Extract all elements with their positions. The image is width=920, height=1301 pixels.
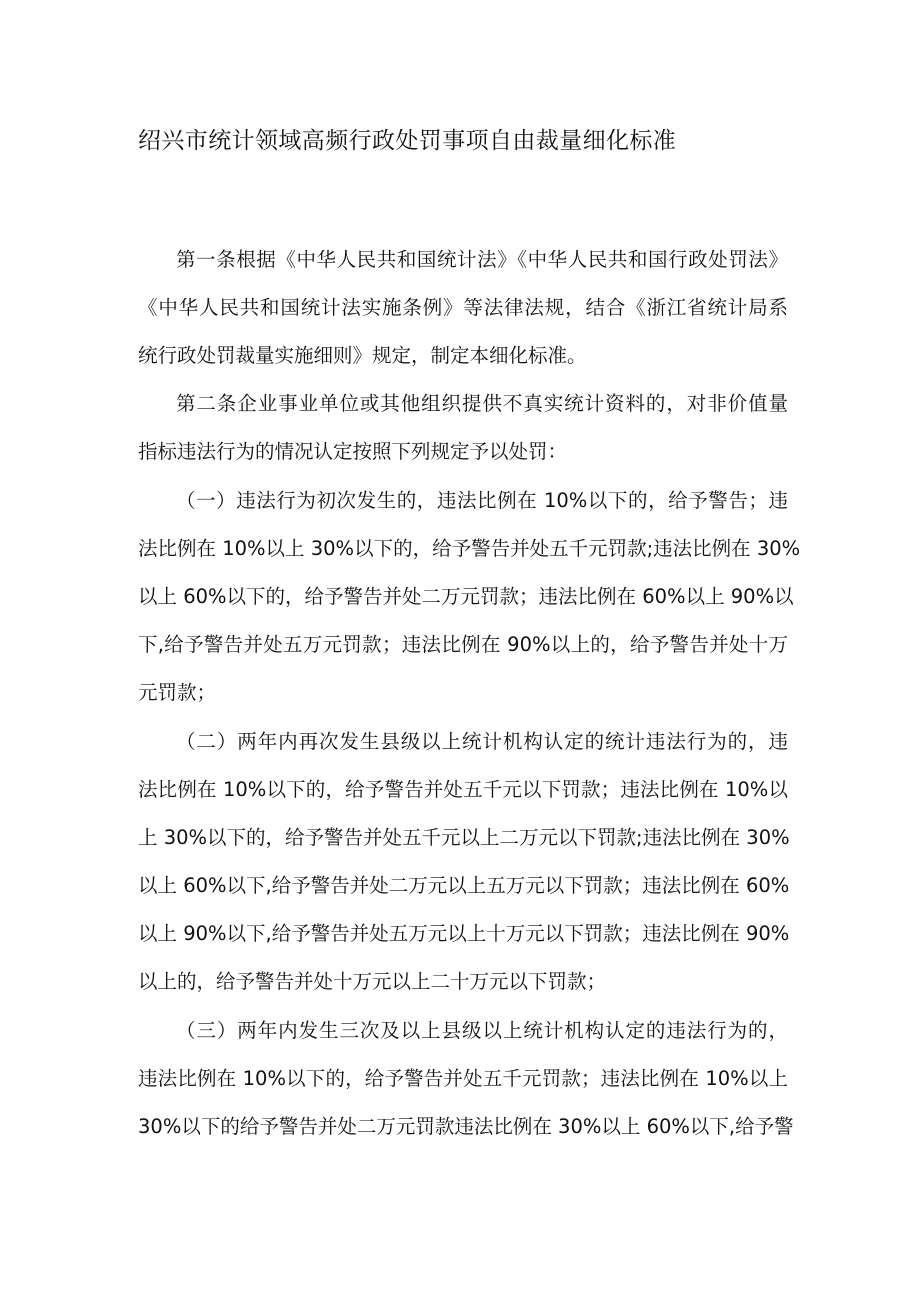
item-3-line-2: 违法比例在 10%以下的，给予警告并处五千元罚款；违法比例在 10%以上 <box>138 1067 788 1090</box>
item-3-line-3: 30%以下的给予警告并处二万元罚款违法比例在 30%以上 60%以下,给予警 <box>138 1115 794 1138</box>
item-1-line-2: 法比例在 10%以上 30%以下的，给予警告并处五千元罚款;违法比例在 30% <box>138 537 801 560</box>
item-2-line-5: 以上 90%以下,给予警告并处五万元以上十万元以下罚款；违法比例在 90% <box>138 922 790 945</box>
article-1-line-3: 统行政处罚裁量实施细则》规定，制定本细化标准。 <box>138 344 587 367</box>
item-1-line-5: 元罚款； <box>138 681 217 704</box>
item-1-line-3: 以上 60%以下的，给予警告并处二万元罚款；违法比例在 60%以上 90%以 <box>138 585 794 608</box>
item-2-line-1: （二）两年内再次发生县级以上统计机构认定的统计违法行为的，违 <box>176 730 788 753</box>
item-2-line-6: 以上的，给予警告并处十万元以上二十万元以下罚款； <box>138 970 607 993</box>
item-2-line-3: 上 30%以下的，给予警告并处五千元以上二万元以下罚款;违法比例在 30% <box>138 826 790 849</box>
item-1-line-4: 下,给予警告并处五万元罚款；违法比例在 90%以上的，给予警告并处十万 <box>138 633 788 656</box>
item-2-line-2: 法比例在 10%以下的，给予警告并处五千元以下罚款；违法比例在 10%以 <box>138 778 788 801</box>
item-2-line-4: 以上 60%以下,给予警告并处二万元以上五万元以下罚款；违法比例在 60% <box>138 874 790 897</box>
article-1-line-2: 《中华人民共和国统计法实施条例》等法律法规，结合《浙江省统计局系 <box>138 296 788 319</box>
document-title: 绍兴市统计领域高频行政处罚事项自由裁量细化标准 <box>138 128 677 154</box>
item-1-line-1: （一）违法行为初次发生的，违法比例在 10%以下的，给予警告；违 <box>176 489 788 512</box>
article-1-line-1: 第一条根据《中华人民共和国统计法》《中华人民共和国行政处罚法》 <box>176 248 788 271</box>
item-3-line-1: （三）两年内发生三次及以上县级以上统计机构认定的违法行为的， <box>176 1019 788 1042</box>
article-2-line-1: 第二条企业事业单位或其他组织提供不真实统计资料的，对非价值量 <box>176 392 788 415</box>
article-2-line-2: 指标违法行为的情况认定按照下列规定予以处罚： <box>138 440 568 463</box>
